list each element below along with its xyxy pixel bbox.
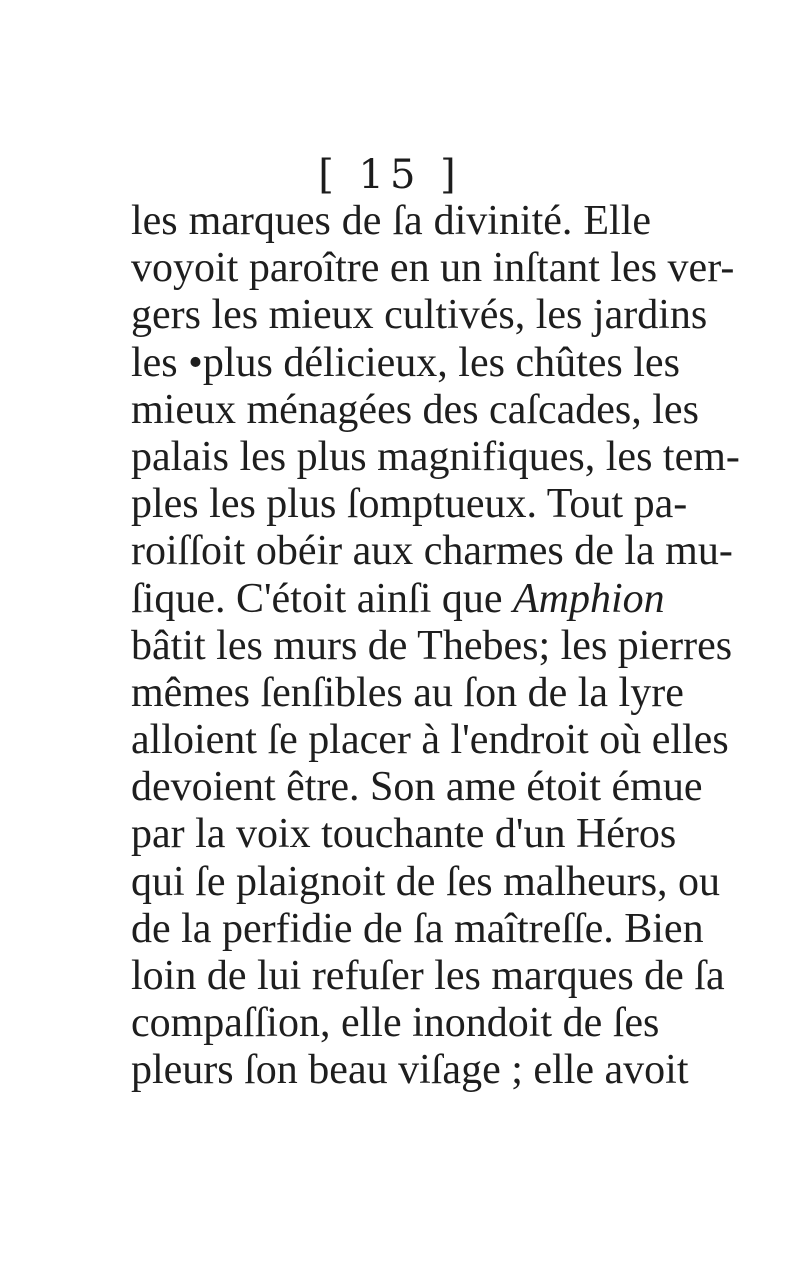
italic-name: Amphion	[513, 575, 665, 622]
text-line: par la voix touchante d'un Héros	[131, 811, 677, 858]
text-line: compaſſion, elle inondoit de ſes	[131, 1000, 660, 1047]
text-line: qui ſe plaignoit de ſes malheurs, ou	[131, 858, 721, 905]
text-line: voyoit paroître en un inſtant les ver-	[131, 245, 735, 292]
text-line: gers les mieux cultivés, les jardins	[131, 292, 708, 339]
text-line: les marques de ſa divinité. Elle	[131, 198, 651, 244]
body-text	[131, 198, 740, 1095]
text-line: mieux ménagées des caſcades, les	[131, 386, 699, 433]
text-line: alloient ſe placer à l'endroit où elles	[131, 717, 729, 764]
text-line-segment: ſique. C'étoit ainſi que	[131, 575, 513, 622]
text-line: roiſſoit obéir aux charmes de la mu-	[131, 528, 733, 575]
text-line: mêmes ſenſibles au ſon de la lyre	[131, 669, 684, 716]
text-line: pleurs ſon beau viſage ; elle avoit	[131, 1047, 689, 1094]
text-line	[131, 575, 665, 623]
text-line: devoient être. Son ame étoit émue	[131, 764, 703, 811]
text-line: de la perfidie de ſa maîtreſſe. Bien	[131, 905, 704, 952]
text-line: palais les plus magnifiques, les tem-	[131, 433, 740, 480]
text-line: les •plus délicieux, les chûtes les	[131, 339, 680, 386]
text-line: ples les plus ſomptueux. Tout pa-	[131, 481, 688, 528]
text-line: bâtit les murs de Thebes; les pierres	[131, 622, 733, 669]
page-number: [ 15 ]	[318, 152, 462, 198]
text-line: loin de lui refuſer les marques de ſa	[131, 953, 725, 999]
